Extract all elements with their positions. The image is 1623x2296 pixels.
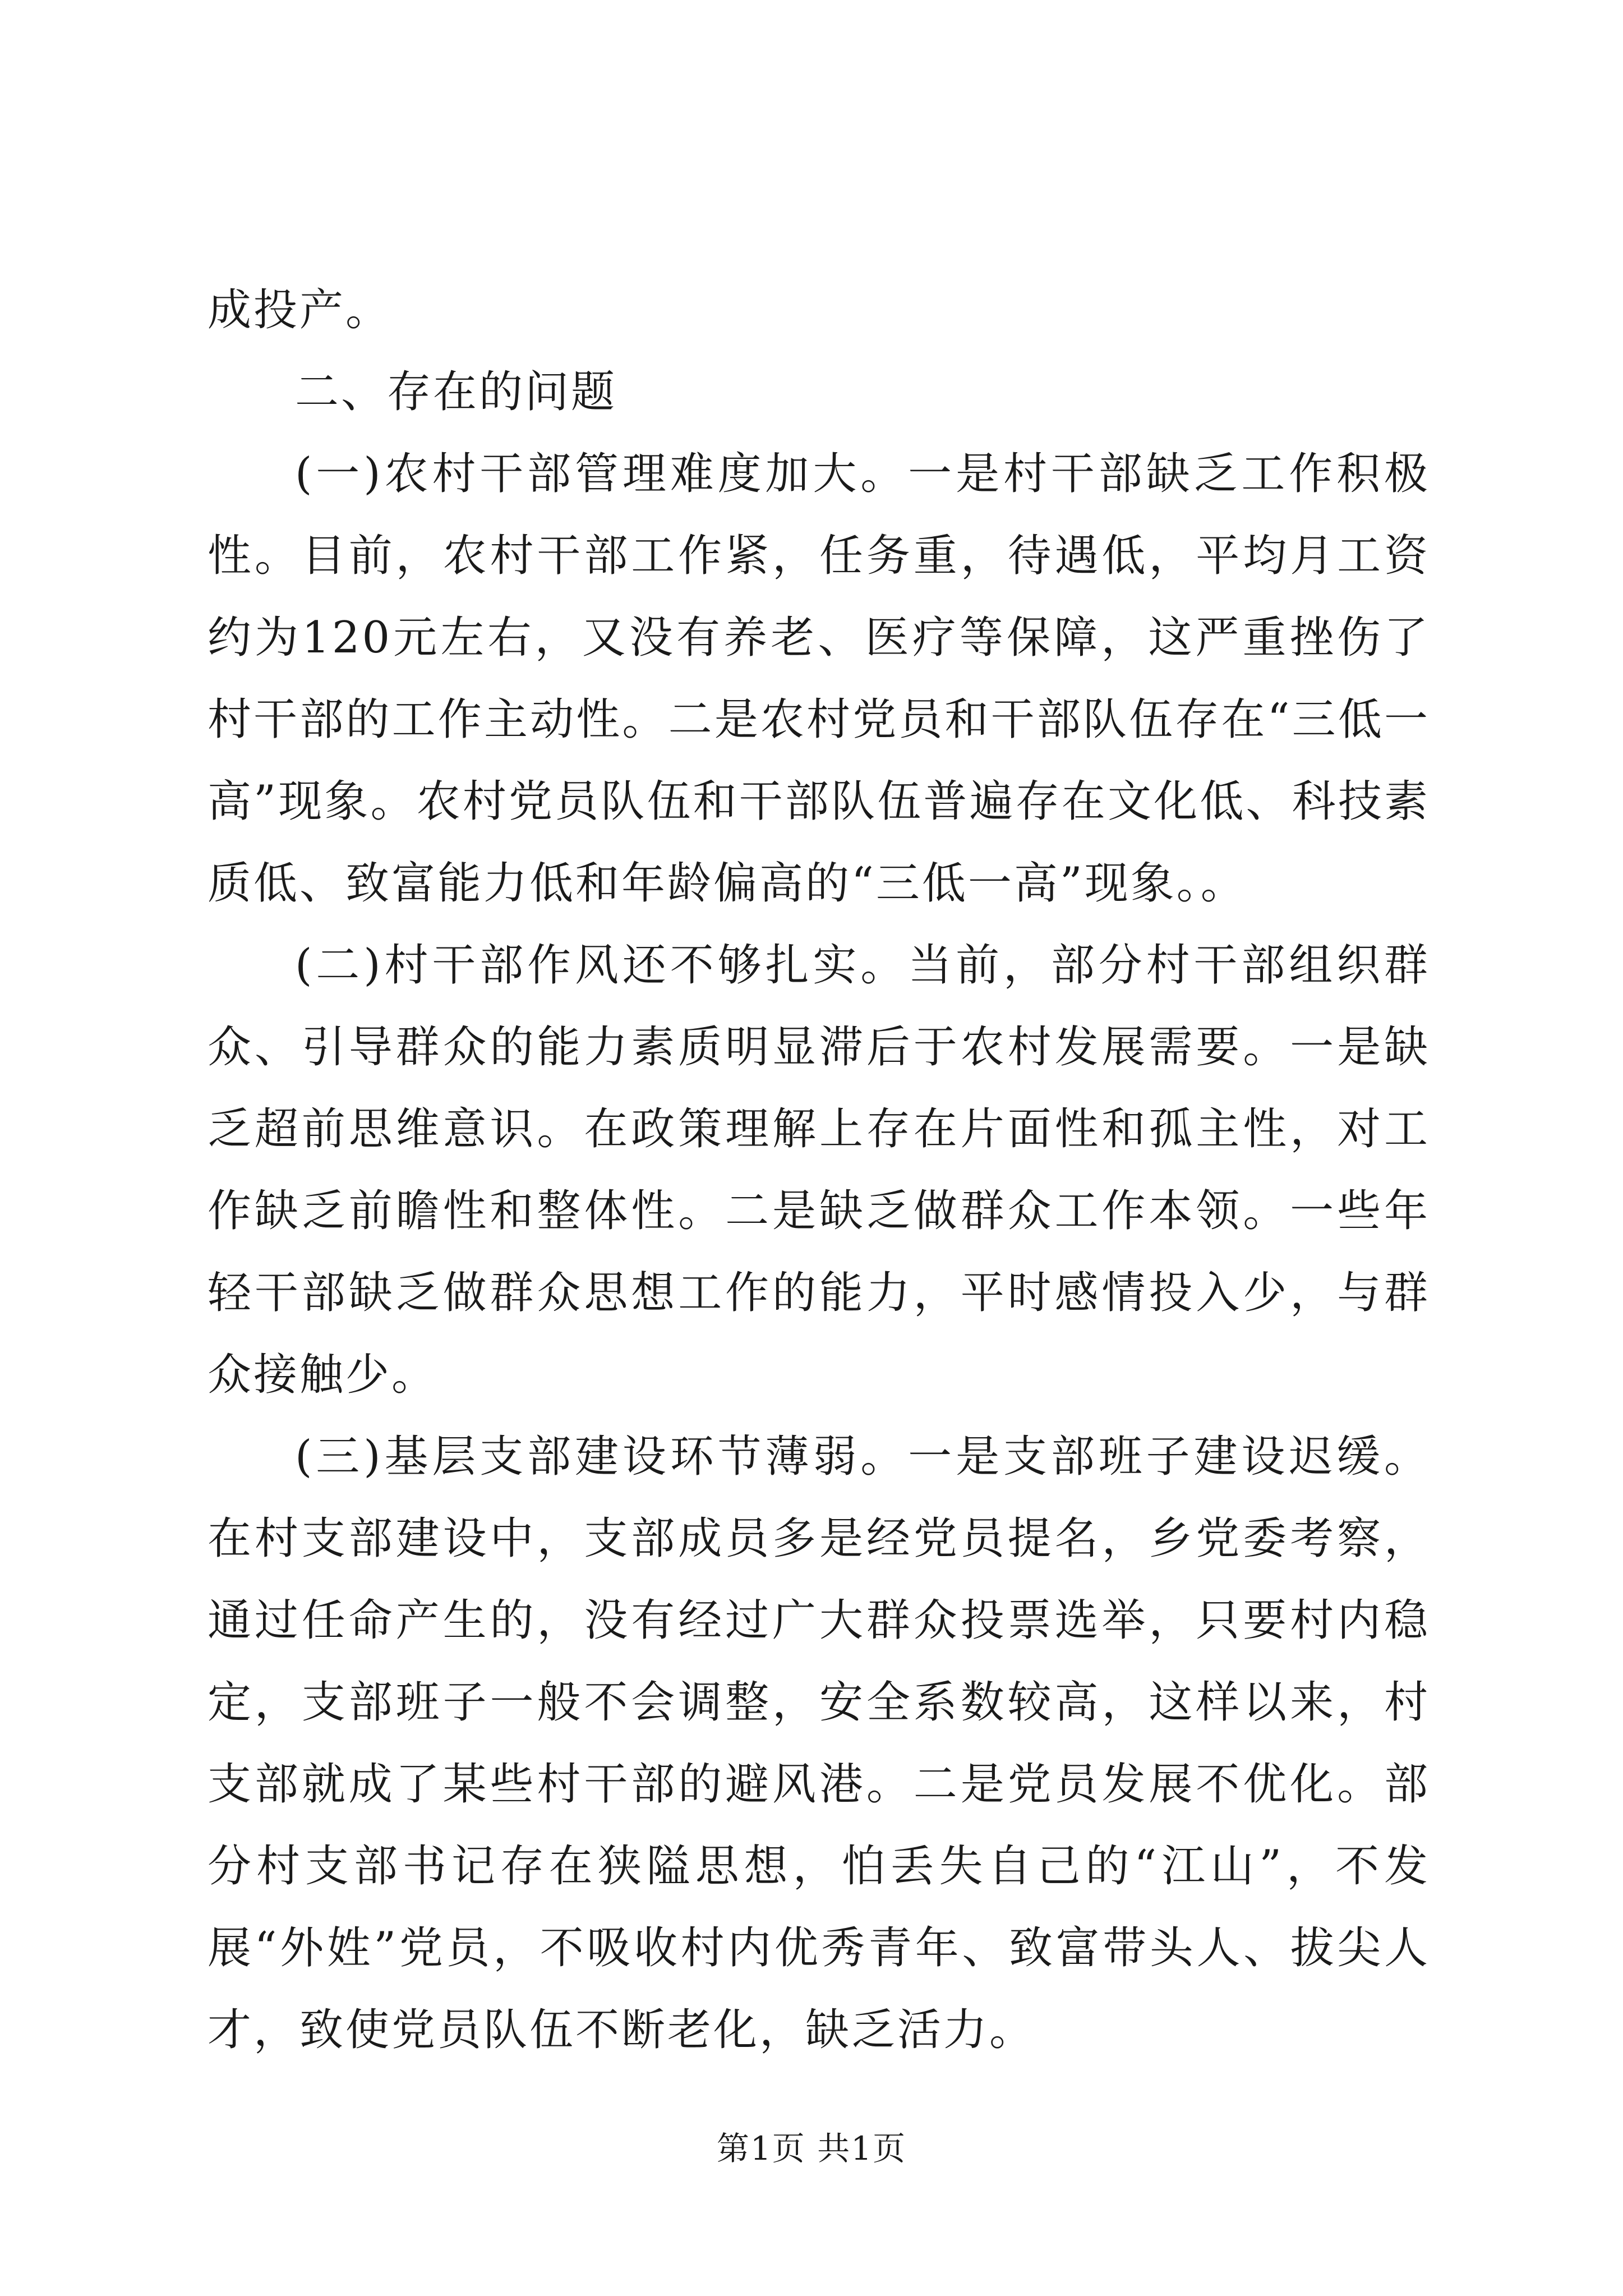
paragraph-continuation: 成投产。 <box>208 285 392 335</box>
section-heading: 二、存在的问题 <box>295 367 617 417</box>
paragraph-problem-3: (三)基层支部建设环节薄弱。一是支部班子建设迟缓。在村支部建设中，支部成员多是经党员提名，乡党委考察，通过任命产生的，没有经过广大群众投票选举，只要村内稳定，支部班子一般不会调整，安全系数较高，这样以来，村支部就成了某些村干部的避风港。二是党员发展不优化。部分村支部书记存在狭隘思想，怕丢失自己的“江山”，不发展“外姓”党员，不吸收村内优秀青年、致富带头人、拔尖人才，致使党员队伍不断老化，缺乏活力。 <box>208 1432 1430 2055</box>
document-body <box>208 269 1430 2071</box>
page-footer: 第1页 共1页 <box>716 2129 907 2168</box>
paragraph-problem-2: (二)村干部作风还不够扎实。当前，部分村干部组织群众、引导群众的能力素质明显滞后于农村发展需要。一是缺乏超前思维意识。在政策理解上存在片面性和孤主性，对工作缺乏前瞻性和整体性。二是缺乏做群众工作本领。一些年轻干部缺乏做群众思想工作的能力，平时感情投入少，与群众接触少。 <box>208 940 1430 1400</box>
paragraph-problem-1: (一)农村干部管理难度加大。一是村干部缺乏工作积极性。目前，农村干部工作紧，任务重，待遇低，平均月工资约为120元左右，又没有养老、医疗等保障，这严重挫伤了村干部的工作主动性。二是农村党员和干部队伍存在“三低一高”现象。农村党员队伍和干部队伍普遍存在文化低、科技素质低、致富能力低和年龄偏高的“三低一高”现象。。 <box>208 449 1430 909</box>
